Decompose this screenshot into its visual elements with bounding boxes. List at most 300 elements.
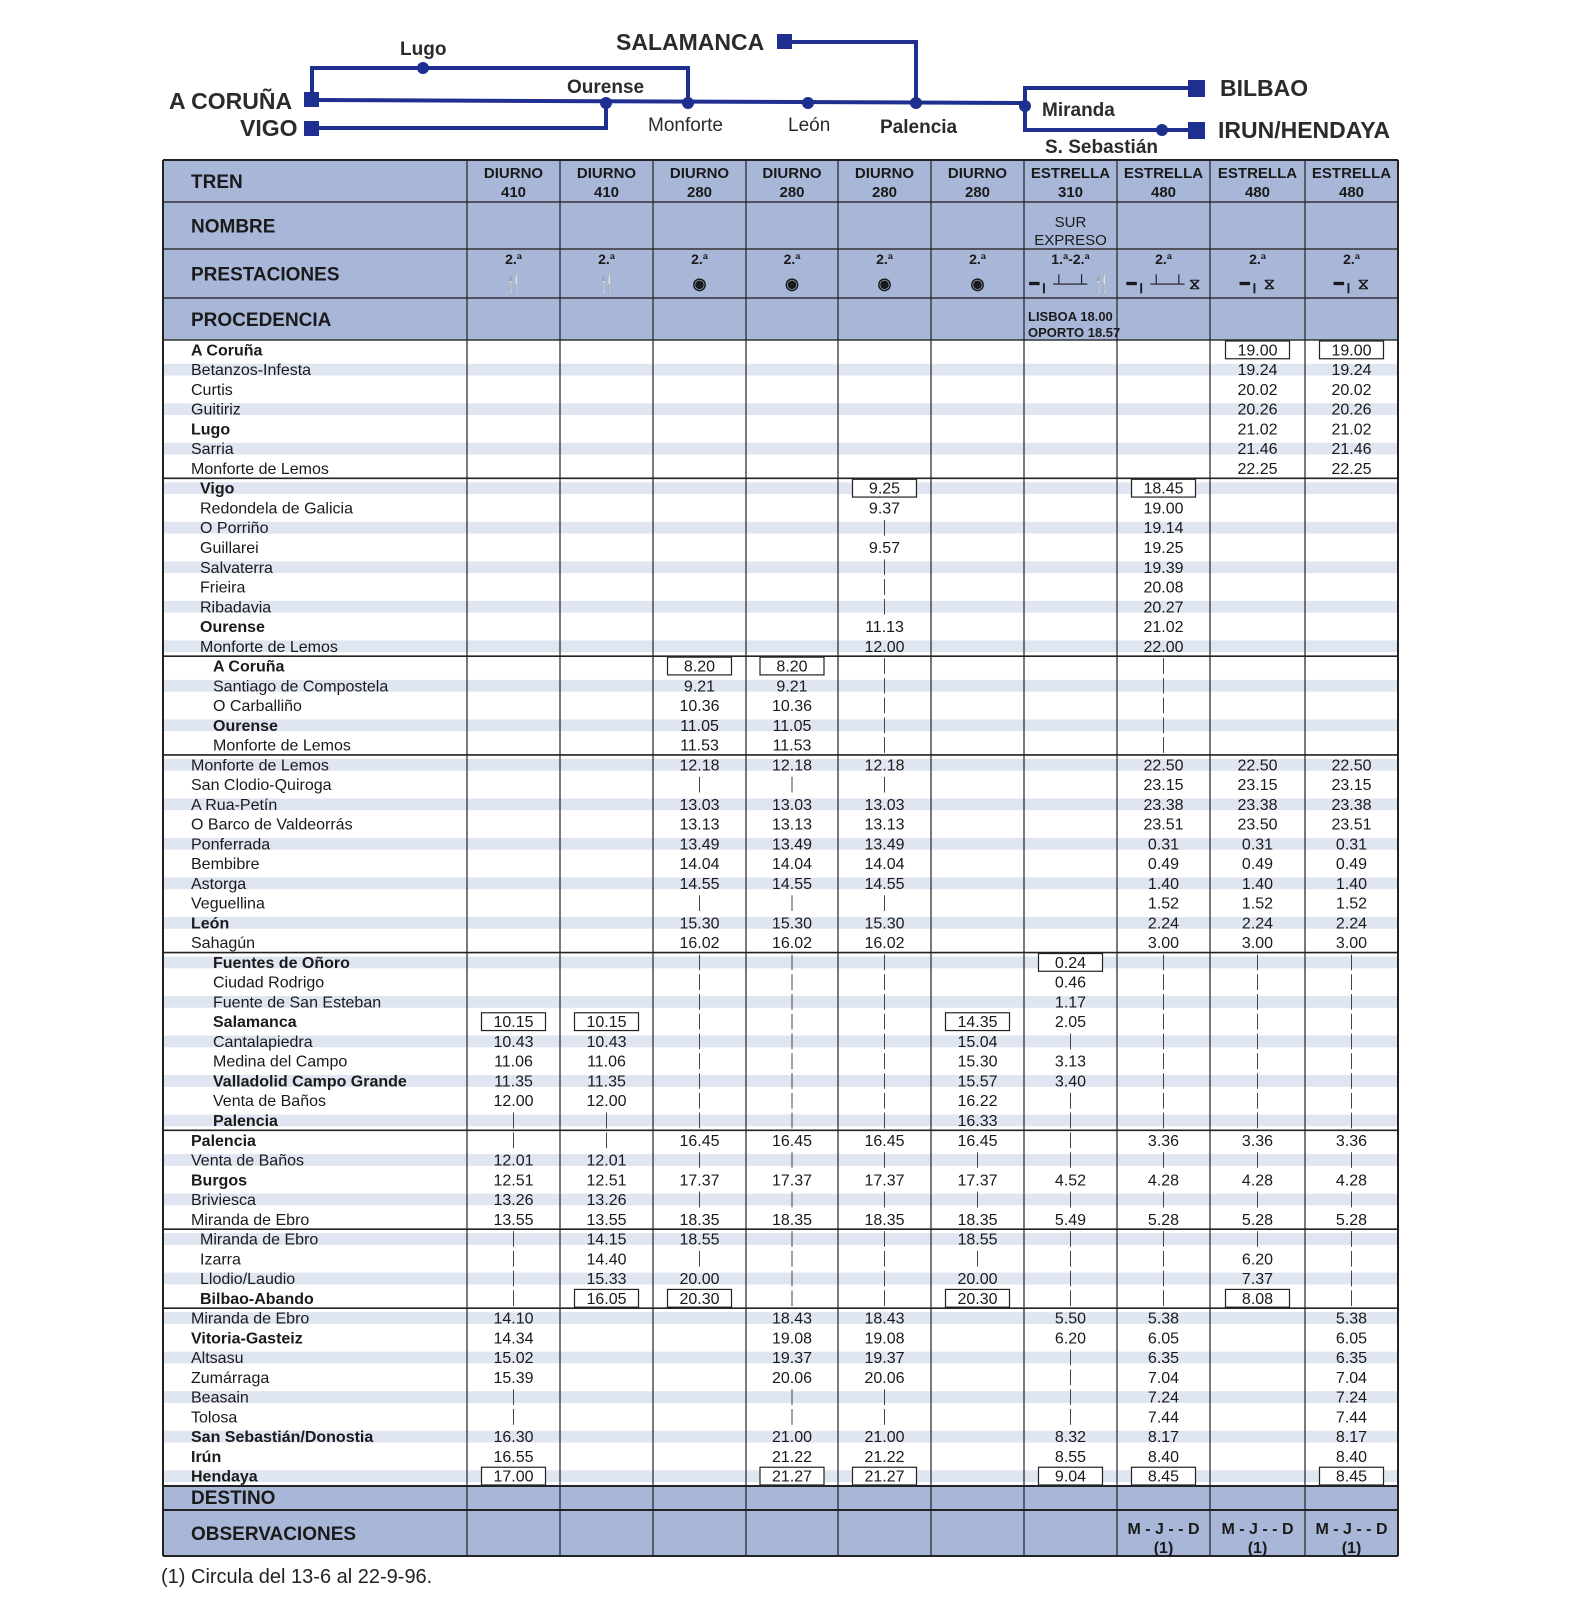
time-cell: 1.52 [1147, 895, 1180, 913]
train-number: 480 [1150, 184, 1177, 201]
row-stripe [163, 1233, 1398, 1245]
station-name: A Rua-Petín [191, 796, 278, 814]
time-cell: 17.37 [679, 1172, 720, 1190]
station-name: Ponferrada [191, 836, 271, 854]
time-cell: 22.50 [1143, 757, 1184, 775]
time-cell: 4.28 [1241, 1172, 1274, 1190]
time-cell: 13.13 [864, 816, 905, 834]
time-cell: 20.30 [957, 1290, 998, 1308]
time-cell: 1.52 [1241, 895, 1274, 913]
observaciones-note: (1) [1341, 1540, 1362, 1557]
time-cell: 18.43 [864, 1310, 905, 1328]
observaciones: M - J - - D [1315, 1521, 1388, 1538]
time-cell: 13.13 [771, 816, 813, 834]
time-cell: 14.04 [679, 856, 720, 874]
time-cell: 4.28 [1147, 1172, 1180, 1190]
time-cell: 9.25 [868, 480, 901, 498]
train-class: 2.ª [505, 251, 522, 267]
time-cell: 12.00 [493, 1093, 534, 1111]
time-cell: 11.05 [680, 717, 719, 735]
time-cell: 1.40 [1147, 875, 1180, 893]
service-icon: ◉ [877, 276, 892, 293]
row-stripe [163, 640, 1398, 652]
time-cell: 9.04 [1054, 1468, 1087, 1486]
time-cell: 15.57 [957, 1073, 998, 1091]
time-cell: 10.15 [493, 1014, 534, 1032]
time-cell: 21.46 [1237, 441, 1278, 459]
train-number: 410 [593, 184, 620, 201]
time-cell: 22.25 [1331, 460, 1372, 478]
time-cell: 13.13 [679, 816, 720, 834]
stop-label: León [788, 115, 831, 136]
train-class: 2.ª [691, 251, 708, 267]
time-cell: 13.03 [771, 796, 813, 814]
time-cell: 0.31 [1147, 836, 1180, 854]
time-cell: 19.08 [771, 1330, 813, 1348]
time-cell: 8.40 [1335, 1448, 1368, 1466]
time-cell: 2.24 [1241, 915, 1274, 933]
time-cell: 13.49 [679, 836, 720, 854]
time-cell: 20.06 [771, 1369, 813, 1387]
train-type: ESTRELLA [1030, 165, 1111, 182]
time-cell: 6.35 [1147, 1350, 1180, 1368]
row-stripe [163, 364, 1398, 376]
time-cell: 17.37 [771, 1172, 813, 1190]
time-cell: 20.02 [1237, 381, 1278, 399]
train-type: DIURNO [669, 165, 730, 182]
service-icon: ◉ [970, 276, 985, 293]
time-cell: 6.20 [1241, 1251, 1274, 1269]
service-icon: ━╷ ┴─┴ ⧖ [1126, 276, 1201, 293]
station-name: Santiago de Compostela [213, 678, 389, 696]
terminal-label: VIGO [240, 115, 298, 141]
station-name: Miranda de Ebro [191, 1211, 310, 1229]
time-cell: 21.00 [864, 1429, 905, 1447]
train-type: ESTRELLA [1311, 165, 1392, 182]
train-name: EXPRESO [1034, 232, 1107, 249]
row-stripe [163, 1036, 1398, 1048]
time-cell: 6.20 [1054, 1330, 1087, 1348]
time-cell: 3.00 [1335, 935, 1368, 953]
time-cell: 3.00 [1147, 935, 1180, 953]
station-name: Palencia [213, 1112, 278, 1130]
time-cell: 20.02 [1331, 381, 1372, 399]
time-cell: 23.38 [1331, 796, 1372, 814]
time-cell: 9.57 [868, 539, 901, 557]
header-label: PROCEDENCIA [191, 310, 332, 331]
station-name: Vitoria-Gasteiz [191, 1330, 303, 1348]
time-cell: 8.08 [1241, 1290, 1274, 1308]
station-name: Beasain [191, 1389, 249, 1407]
terminal-label: BILBAO [1220, 75, 1309, 101]
train-name: SUR [1054, 214, 1087, 231]
time-cell: 20.00 [957, 1271, 998, 1289]
station-name: Guitiriz [191, 401, 241, 419]
time-cell: 22.50 [1331, 757, 1372, 775]
time-cell: 13.26 [493, 1192, 534, 1210]
station-name: Guillarei [200, 539, 259, 557]
time-cell: 16.45 [957, 1132, 998, 1150]
time-cell: 19.00 [1331, 342, 1372, 360]
time-cell: 18.43 [771, 1310, 813, 1328]
time-cell: 0.31 [1335, 836, 1368, 854]
service-icon: ━╷ ┴─┴ 🍴 [1029, 276, 1112, 293]
time-cell: 17.00 [493, 1468, 534, 1486]
time-cell: 12.18 [864, 757, 905, 775]
time-cell: 14.04 [771, 856, 813, 874]
station-name: A Coruña [191, 342, 263, 360]
time-cell: 3.36 [1241, 1132, 1274, 1150]
time-cell: 21.02 [1331, 421, 1372, 439]
time-cell: 0.31 [1241, 836, 1274, 854]
time-cell: 8.40 [1147, 1448, 1180, 1466]
station-name: O Porriño [200, 520, 269, 538]
train-number: 280 [964, 184, 991, 201]
time-cell: 18.55 [679, 1231, 720, 1249]
procedencia: OPORTO 18.57 [1028, 325, 1121, 340]
service-icon: ━╷ ⧖ [1334, 276, 1369, 293]
station-name: Miranda de Ebro [191, 1310, 310, 1328]
time-cell: 20.26 [1237, 401, 1278, 419]
time-cell: 15.04 [957, 1033, 998, 1051]
train-class: 2.ª [876, 251, 893, 267]
time-cell: 19.08 [864, 1330, 905, 1348]
station-name: Monforte de Lemos [191, 460, 329, 478]
time-cell: 11.06 [494, 1053, 533, 1071]
time-cell: 23.15 [1143, 777, 1184, 795]
time-cell: 18.45 [1143, 480, 1184, 498]
time-cell: 3.13 [1054, 1053, 1087, 1071]
service-icon: 🍴 [596, 276, 617, 293]
time-cell: 18.35 [864, 1211, 905, 1229]
time-cell: 20.27 [1143, 599, 1184, 617]
time-cell: 5.28 [1241, 1211, 1274, 1229]
time-cell: 19.37 [864, 1350, 905, 1368]
time-cell: 16.55 [493, 1448, 534, 1466]
station-name: Ourense [200, 619, 265, 637]
time-cell: 3.40 [1054, 1073, 1087, 1091]
service-icon: ◉ [785, 276, 799, 293]
time-cell: 5.49 [1054, 1211, 1087, 1229]
train-number: 280 [779, 184, 805, 201]
time-cell: 11.05 [772, 717, 812, 735]
time-cell: 11.53 [680, 737, 719, 755]
time-cell: 8.32 [1054, 1429, 1087, 1447]
time-cell: 0.46 [1054, 974, 1087, 992]
time-cell: 15.30 [957, 1053, 998, 1071]
time-cell: 19.24 [1237, 362, 1278, 380]
time-cell: 15.30 [679, 915, 720, 933]
station-name: Lugo [191, 421, 231, 439]
train-class: 1.ª-2.ª [1051, 251, 1090, 267]
train-class: 2.ª [1249, 251, 1266, 267]
time-cell: 8.20 [776, 658, 808, 676]
time-cell: 16.02 [864, 935, 905, 953]
train-number: 280 [871, 184, 898, 201]
time-cell: 2.24 [1335, 915, 1368, 933]
time-cell: 22.50 [1237, 757, 1278, 775]
time-cell: 14.35 [957, 1014, 998, 1032]
station-name: Cantalapiedra [213, 1033, 313, 1051]
train-class: 2.ª [783, 251, 801, 267]
time-cell: 12.51 [586, 1172, 627, 1190]
train-type: DIURNO [947, 165, 1008, 182]
station-name: Zumárraga [191, 1369, 270, 1387]
stop-label: Miranda [1042, 100, 1115, 121]
time-cell: 0.49 [1335, 856, 1368, 874]
row-stripe [163, 1115, 1398, 1127]
time-cell: 5.38 [1147, 1310, 1180, 1328]
station-name: Bembibre [191, 856, 260, 874]
time-cell: 13.03 [864, 796, 905, 814]
time-cell: 7.44 [1147, 1409, 1180, 1427]
time-cell: 18.35 [957, 1211, 998, 1229]
time-cell: 21.22 [771, 1448, 813, 1466]
station-name: Veguellina [191, 895, 265, 913]
row-stripe [163, 1391, 1398, 1403]
time-cell: 10.43 [586, 1033, 627, 1051]
stop-label: Lugo [400, 39, 447, 60]
time-cell: 20.08 [1143, 579, 1184, 597]
time-cell: 22.00 [1143, 638, 1184, 656]
station-name: Salamanca [213, 1014, 297, 1032]
station-name: Sahagún [191, 935, 256, 953]
time-cell: 16.02 [679, 935, 720, 953]
stop-label: Ourense [567, 77, 645, 98]
train-type: DIURNO [854, 165, 915, 182]
time-cell: 8.20 [683, 658, 716, 676]
time-cell: 23.50 [1237, 816, 1278, 834]
service-icon: ◉ [692, 276, 707, 293]
time-cell: 11.06 [587, 1053, 626, 1071]
time-cell: 12.01 [586, 1152, 627, 1170]
row-stripe [163, 1273, 1398, 1285]
station-name: Ourense [213, 717, 278, 735]
time-cell: 12.18 [771, 757, 813, 775]
time-cell: 0.24 [1054, 954, 1087, 972]
time-cell: 1.40 [1335, 875, 1368, 893]
time-cell: 12.51 [493, 1172, 534, 1190]
time-cell: 2.24 [1147, 915, 1180, 933]
train-type: DIURNO [483, 165, 544, 182]
stop-label: Palencia [880, 117, 958, 138]
station-name: León [191, 915, 230, 933]
time-cell: 13.49 [864, 836, 905, 854]
time-cell: 22.25 [1237, 460, 1278, 478]
observaciones: M - J - - D [1127, 1521, 1200, 1538]
train-number: 310 [1057, 184, 1084, 201]
station-name: Medina del Campo [213, 1053, 348, 1071]
time-cell: 4.28 [1335, 1172, 1368, 1190]
time-cell: 13.55 [493, 1211, 534, 1229]
time-cell: 3.36 [1147, 1132, 1180, 1150]
terminal-label: IRUN/HENDAYA [1218, 117, 1391, 143]
train-number: 410 [500, 184, 527, 201]
time-cell: 5.28 [1147, 1211, 1180, 1229]
time-cell: 7.04 [1147, 1369, 1180, 1387]
time-cell: 16.30 [493, 1429, 534, 1447]
time-cell: 17.37 [864, 1172, 905, 1190]
time-cell: 10.36 [771, 698, 813, 716]
station-name: Venta de Baños [191, 1152, 304, 1170]
time-cell: 16.33 [957, 1112, 998, 1130]
station-name: Monforte de Lemos [213, 737, 351, 755]
time-cell: 11.13 [865, 619, 904, 637]
station-name: A Coruña [213, 658, 285, 676]
station-name: Betanzos-Infesta [191, 362, 312, 380]
time-cell: 8.55 [1054, 1448, 1087, 1466]
station-name: Ciudad Rodrigo [213, 974, 325, 992]
station-name: San Sebastián/Donostia [191, 1429, 374, 1447]
time-cell: 7.37 [1241, 1271, 1274, 1289]
time-cell: 5.28 [1335, 1211, 1368, 1229]
time-cell: 7.24 [1335, 1389, 1368, 1407]
terminal-label: SALAMANCA [616, 29, 765, 55]
time-cell: 14.55 [679, 875, 720, 893]
station-name: Venta de Baños [213, 1093, 326, 1111]
time-cell: 23.51 [1331, 816, 1372, 834]
time-cell: 12.00 [586, 1093, 627, 1111]
time-cell: 7.44 [1335, 1409, 1368, 1427]
time-cell: 13.26 [586, 1192, 627, 1210]
time-cell: 21.27 [864, 1468, 905, 1486]
service-icon: ━╷ ⧖ [1240, 276, 1275, 293]
station-name: Llodio/Laudio [200, 1271, 296, 1289]
time-cell: 21.00 [771, 1429, 813, 1447]
time-cell: 0.49 [1241, 856, 1274, 874]
time-cell: 1.40 [1241, 875, 1274, 893]
row-stripe [163, 601, 1398, 613]
train-number: 280 [686, 184, 713, 201]
time-cell: 3.00 [1241, 935, 1274, 953]
station-name: Valladolid Campo Grande [213, 1073, 407, 1091]
time-cell: 21.02 [1143, 619, 1184, 637]
train-class: 2.ª [598, 251, 615, 267]
time-cell: 11.35 [587, 1073, 626, 1091]
time-cell: 21.22 [864, 1448, 905, 1466]
time-cell: 5.50 [1054, 1310, 1087, 1328]
time-cell: 19.14 [1143, 520, 1184, 538]
time-cell: 8.17 [1147, 1429, 1180, 1447]
time-cell: 19.24 [1331, 362, 1372, 380]
row-stripe [163, 443, 1398, 455]
time-cell: 8.45 [1147, 1468, 1180, 1486]
station-name: O Carballiño [213, 698, 302, 716]
time-cell: 3.36 [1335, 1132, 1368, 1150]
time-cell: 16.02 [771, 935, 813, 953]
time-cell: 20.26 [1331, 401, 1372, 419]
train-number: 480 [1244, 184, 1271, 201]
observaciones: M - J - - D [1221, 1521, 1294, 1538]
station-name: Astorga [191, 875, 247, 893]
time-cell: 5.38 [1335, 1310, 1368, 1328]
time-cell: 17.37 [957, 1172, 998, 1190]
time-cell: 18.35 [771, 1211, 813, 1229]
train-class: 2.ª [1155, 251, 1172, 267]
train-class: 2.ª [969, 251, 986, 267]
station-name: Vigo [200, 480, 235, 498]
station-name: Monforte de Lemos [200, 638, 338, 656]
time-cell: 9.37 [868, 500, 901, 518]
train-type: DIURNO [762, 165, 822, 182]
station-name: Palencia [191, 1132, 256, 1150]
time-cell: 16.45 [679, 1132, 720, 1150]
time-cell: 14.34 [493, 1330, 534, 1348]
time-cell: 13.03 [679, 796, 720, 814]
time-cell: 15.30 [864, 915, 905, 933]
station-name: Tolosa [191, 1409, 238, 1427]
time-cell: 15.02 [493, 1350, 534, 1368]
destino-band [163, 1486, 1398, 1510]
header-label: NOMBRE [191, 216, 276, 238]
time-cell: 20.00 [679, 1271, 720, 1289]
station-name: Hendaya [191, 1468, 258, 1486]
time-cell: 15.39 [493, 1369, 534, 1387]
time-cell: 21.02 [1237, 421, 1278, 439]
train-number: 480 [1338, 184, 1365, 201]
time-cell: 23.15 [1331, 777, 1372, 795]
row-stripe [163, 1194, 1398, 1206]
time-cell: 20.06 [864, 1369, 905, 1387]
row-stripe [163, 522, 1398, 534]
footnote: (1) Circula del 13-6 al 22-9-96. [161, 1566, 433, 1588]
time-cell: 8.45 [1335, 1468, 1368, 1486]
time-cell: 19.37 [771, 1350, 813, 1368]
time-cell: 7.04 [1335, 1369, 1368, 1387]
station-name: Redondela de Galicia [200, 500, 353, 518]
station-name: Miranda de Ebro [200, 1231, 319, 1249]
time-cell: 16.45 [864, 1132, 905, 1150]
station-name: Sarria [191, 441, 234, 459]
time-cell: 10.43 [493, 1033, 534, 1051]
station-name: Burgos [191, 1172, 247, 1190]
station-name: Salvaterra [200, 559, 273, 577]
time-cell: 21.27 [771, 1468, 813, 1486]
terminal-label: A CORUÑA [169, 88, 293, 114]
time-cell: 10.36 [679, 698, 720, 716]
time-cell: 6.05 [1147, 1330, 1180, 1348]
time-cell: 12.00 [864, 638, 905, 656]
train-type: DIURNO [576, 165, 637, 182]
time-cell: 19.39 [1143, 559, 1184, 577]
time-cell: 19.00 [1143, 500, 1184, 518]
time-cell: 19.00 [1237, 342, 1278, 360]
time-cell: 13.49 [771, 836, 813, 854]
time-cell: 14.15 [586, 1231, 627, 1249]
time-cell: 11.53 [772, 737, 812, 755]
stop-label: S. Sebastián [1045, 137, 1158, 158]
station-name: Bilbao-Abando [200, 1290, 314, 1308]
station-name: Izarra [200, 1251, 241, 1269]
station-name: O Barco de Valdeorrás [191, 816, 353, 834]
train-type: ESTRELLA [1123, 165, 1204, 182]
time-cell: 16.05 [586, 1290, 627, 1308]
time-cell: 13.55 [586, 1211, 627, 1229]
station-name: Ribadavia [200, 599, 272, 617]
station-name: Frieira [200, 579, 246, 597]
stop-label: Monforte [648, 115, 723, 136]
time-cell: 21.46 [1331, 441, 1372, 459]
time-cell: 15.33 [586, 1271, 627, 1289]
time-cell: 9.21 [776, 678, 808, 696]
station-name: Altsasu [191, 1350, 244, 1368]
row-stripe [163, 1154, 1398, 1166]
time-cell: 15.30 [771, 915, 813, 933]
station-name: Irún [191, 1448, 222, 1466]
station-name: Fuente de San Esteban [213, 994, 382, 1012]
time-cell: 23.15 [1237, 777, 1278, 795]
time-cell: 1.17 [1054, 994, 1087, 1012]
